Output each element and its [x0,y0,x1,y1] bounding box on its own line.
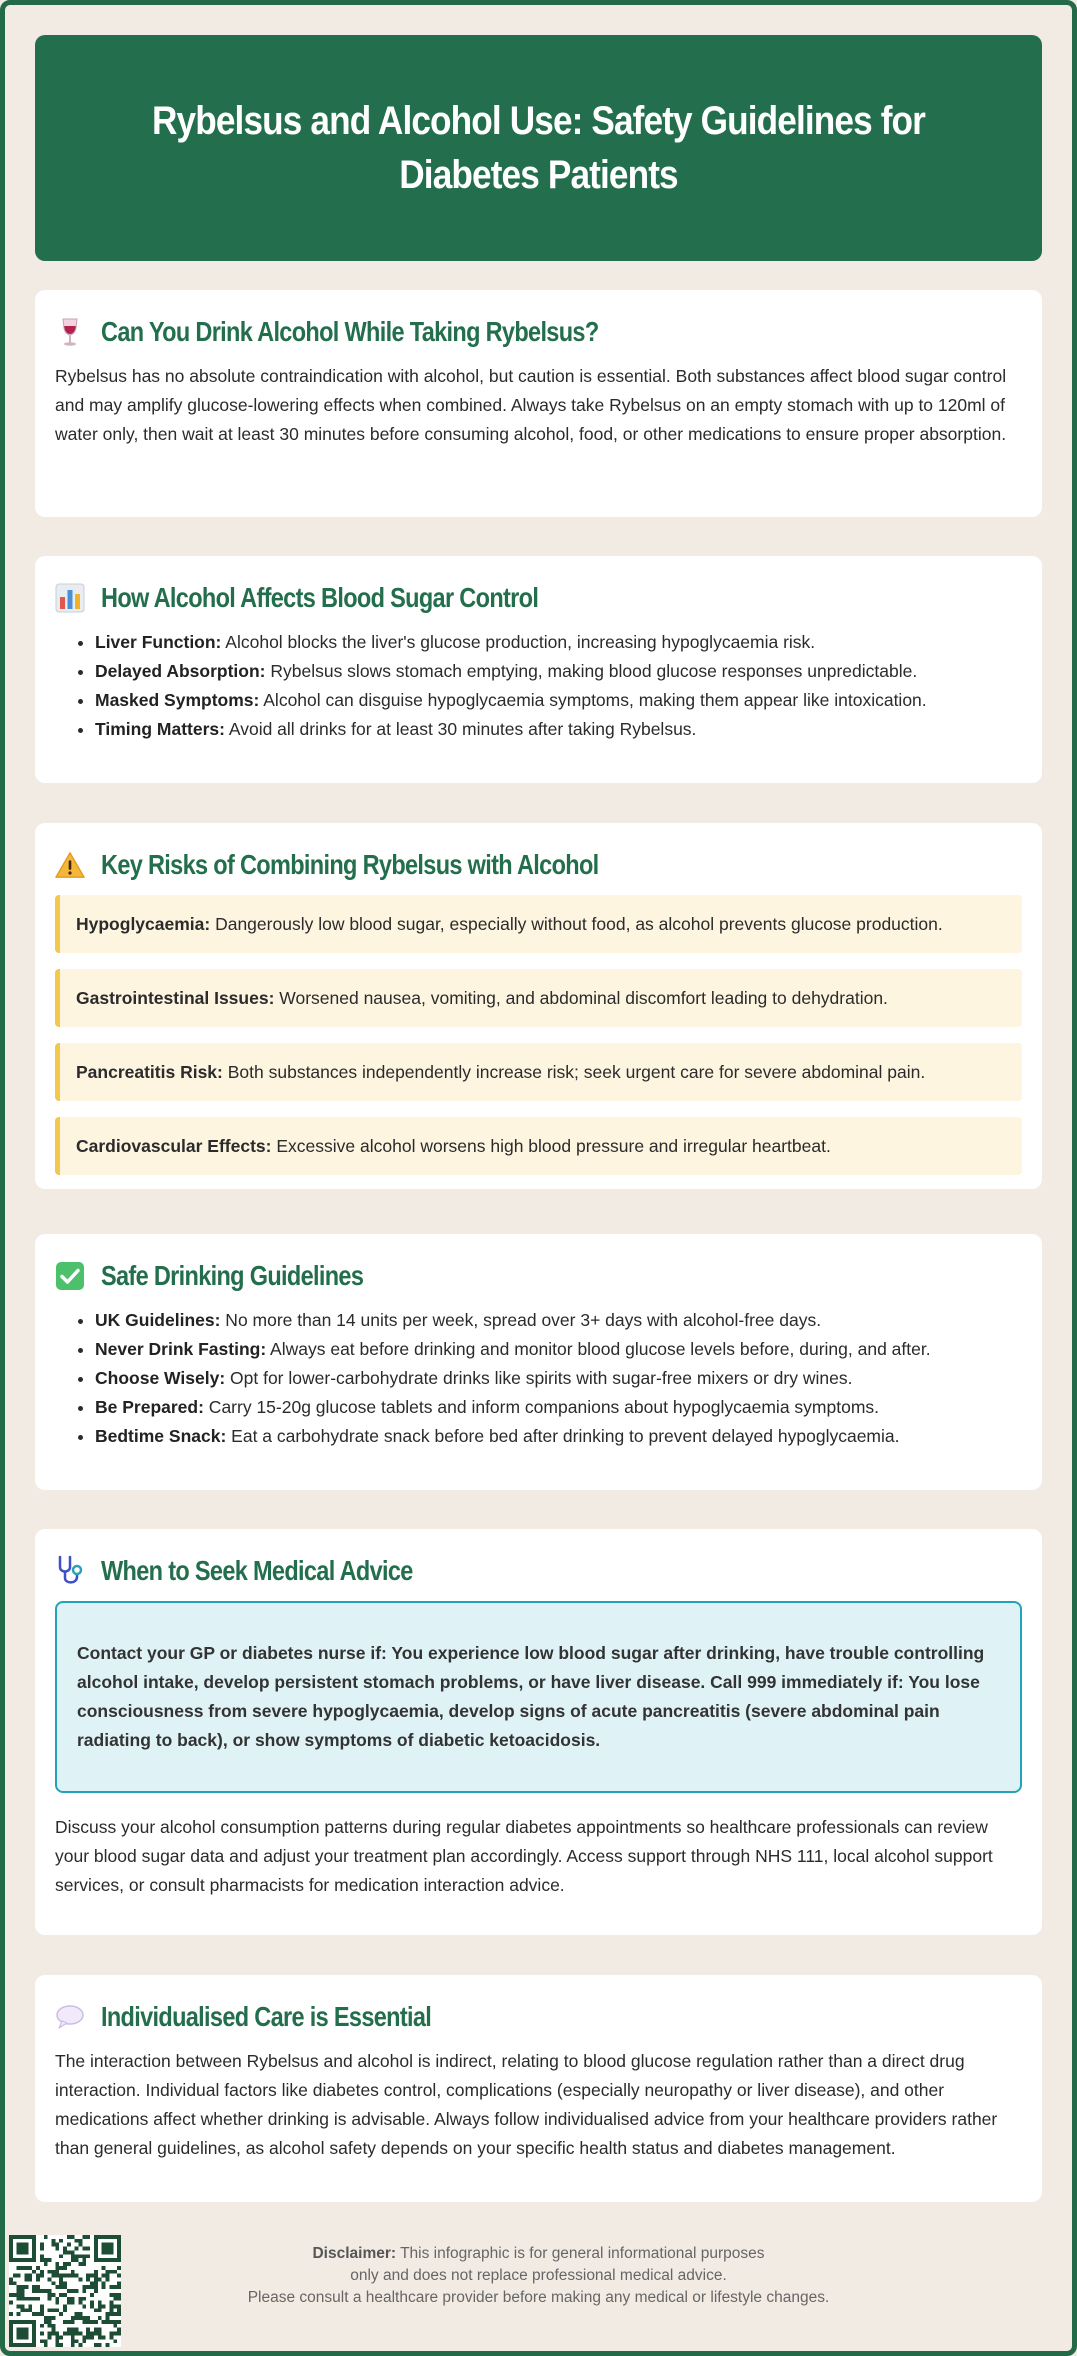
check-box-icon [55,1261,85,1291]
speech-bubble-icon [55,2002,85,2032]
risk-item: Cardiovascular Effects: Excessive alcohol worsens high blood pressure and irregular heartbeat. [55,1117,1022,1175]
section-header [55,1997,1022,2037]
section-header [55,1551,1022,1591]
page-title: Rybelsus and Alcohol Use: Safety Guidelines for Diabetes Patients [152,99,925,197]
risk-item: Gastrointestinal Issues: Worsened nausea, vomiting, and abdominal discomfort leading to dehydration. [55,969,1022,1027]
disclaimer: Disclaimer: This infographic is for general informational purposes only and does not replace professional medical advice. Please consult a healthcare provider before making any medical or lifestyle changes. [247,2245,830,2306]
section-header [55,312,1022,352]
list-item: • Never Drink Fasting: Always eat before drinking and monitor blood glucose levels before, during, and after. [95,1335,1022,1364]
list-item: • Masked Symptoms: Alcohol can disguise hypoglycaemia symptoms, making them appear like intoxication. [95,686,1022,715]
page-header [35,35,1042,261]
section-text: The interaction between Rybelsus and alcohol is indirect, relating to blood glucose regulation rather than a direct drug interaction. Individual factors like diabetes control, complications (especially neuropathy or liver disease), and other medications affect whether drinking is advisable. Always follow individualised advice from your healthcare providers rather than general guidelines, as alcohol safety depends on your specific health status and diabetes management. [55,2051,998,2158]
section-key-risks [35,823,1042,1189]
section-title: Safe Drinking Guidelines [101,1260,364,1291]
footer [0,2205,1077,2325]
stethoscope-icon [55,1556,85,1586]
section-title: Can You Drink Alcohol While Taking Rybelsus? [101,316,599,347]
list-item: • UK Guidelines: No more than 14 units per week, spread over 3+ days with alcohol-free days. [95,1306,1022,1335]
section-individualised-care [35,1975,1042,2202]
section-safe-drinking [35,1234,1042,1490]
guidelines-list [55,1306,1022,1451]
section-text: Discuss your alcohol consumption patterns during regular diabetes appointments so healthcare professionals can review your blood sugar data and adjust your treatment plan accordingly. Access support through NHS 111, local alcohol support services, or consult pharmacists for medication interaction advice. [55,1817,993,1895]
section-title: Key Risks of Combining Rybelsus with Alcohol [101,849,599,880]
list-item: • Be Prepared: Carry 15-20g glucose tablets and inform companions about hypoglycaemia symptoms. [95,1393,1022,1422]
section-title: How Alcohol Affects Blood Sugar Control [101,582,539,613]
list-item: • Liver Function: Alcohol blocks the liver's glucose production, increasing hypoglycaemia risk. [95,628,1022,657]
infographic [35,35,1042,2158]
blood-sugar-list [55,628,1022,744]
list-item: • Choose Wisely: Opt for lower-carbohydrate drinks like spirits with sugar-free mixers or dry wines. [95,1364,1022,1393]
wine-glass-icon [55,317,85,347]
disclaimer-label: Disclaimer: [312,2245,397,2262]
bar-chart-icon [55,583,85,613]
risk-item: Hypoglycaemia: Dangerously low blood sugar, especially without food, as alcohol prevents glucose production. [55,895,1022,953]
list-item: • Timing Matters: Avoid all drinks for at least 30 minutes after taking Rybelsus. [95,715,1022,744]
section-title: When to Seek Medical Advice [101,1555,413,1586]
warning-icon [55,850,85,880]
list-item: • Bedtime Snack: Eat a carbohydrate snack before bed after drinking to prevent delayed hypoglycaemia. [95,1422,1022,1451]
section-header [55,578,1022,618]
qr-code-icon[interactable] [9,2235,121,2347]
section-blood-sugar [35,556,1042,783]
section-medical-advice [35,1529,1042,1935]
section-title: Individualised Care is Essential [101,2001,432,2032]
risk-item: Pancreatitis Risk: Both substances independently increase risk; seek urgent care for severe abdominal pain. [55,1043,1022,1101]
section-drink-alcohol [35,290,1042,517]
medical-alert-box: Contact your GP or diabetes nurse if: You experience low blood sugar after drinking, have trouble controlling alcohol intake, develop persistent stomach problems, or have liver disease. Call 999 immediately if: You lose consciousness from severe hypoglycaemia, develop signs of acute pancreatitis (severe abdominal pain radiating to back), or show symptoms of diabetic ketoacidosis. [55,1601,1022,1793]
section-header [55,845,1022,885]
section-text: Rybelsus has no absolute contraindication with alcohol, but caution is essential. Both substances affect blood sugar control and may amplify glucose-lowering effects when combined. Always take Rybelsus on an empty stomach with up to 120ml of water only, then wait at least 30 minutes before consuming alcohol, food, or other medications to ensure proper absorption. [55,366,1007,444]
list-item: • Delayed Absorption: Rybelsus slows stomach emptying, making blood glucose responses unpredictable. [95,657,1022,686]
section-header [55,1256,1022,1296]
